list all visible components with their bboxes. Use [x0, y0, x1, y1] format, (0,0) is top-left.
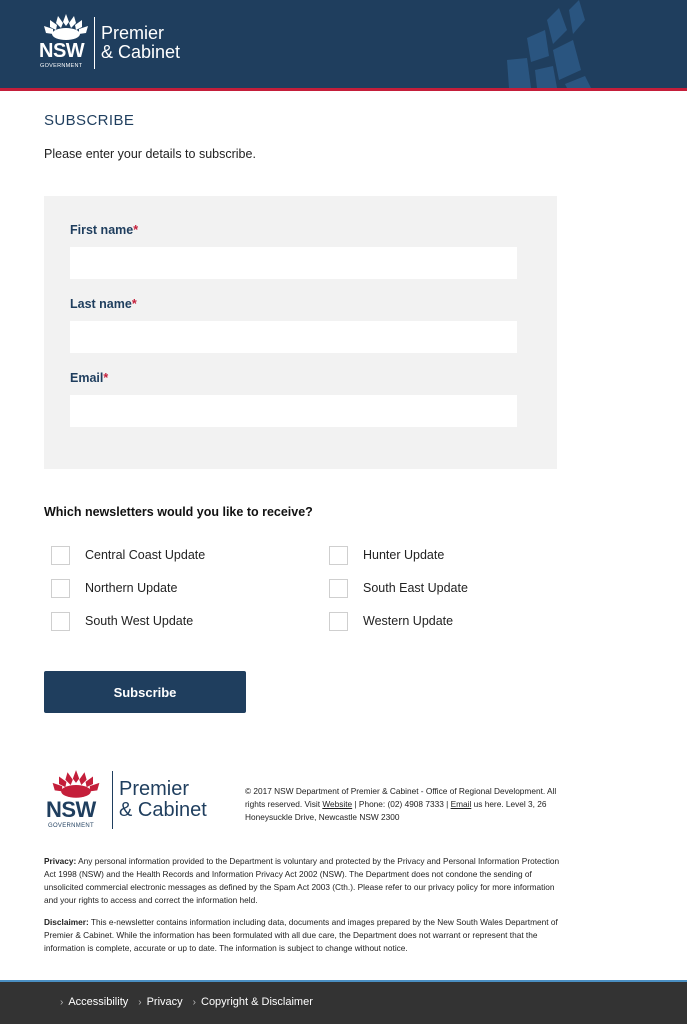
checkbox[interactable]	[51, 612, 70, 631]
newsletter-option-label: Central Coast Update	[85, 548, 206, 562]
newsletter-option-northern[interactable]	[51, 578, 177, 598]
copyright-text	[245, 785, 575, 824]
logo-wordmark	[101, 24, 180, 62]
checkbox[interactable]	[329, 546, 348, 565]
privacy-label: Privacy:	[44, 856, 77, 866]
newsletter-option-south-west[interactable]	[51, 611, 193, 631]
email-label	[70, 371, 108, 385]
newsletter-option-hunter[interactable]	[329, 545, 444, 565]
subscribe-form-panel	[44, 196, 557, 469]
footer-logo[interactable]	[46, 767, 207, 833]
footer-links	[60, 996, 313, 1008]
waratah-decoration-icon	[487, 0, 597, 88]
copyright-pre: © 2017 NSW Department of Premier & Cabinet - Office of Regional Development. All rights reserved. Visit	[245, 786, 557, 809]
checkbox[interactable]	[329, 612, 348, 631]
accessibility-link[interactable]	[60, 996, 128, 1008]
privacy-link[interactable]	[138, 996, 182, 1008]
required-marker: *	[133, 223, 139, 237]
logo-line-2: & Cabinet	[101, 42, 181, 62]
chevron-right-icon: ›	[60, 996, 64, 1008]
privacy-statement	[44, 855, 564, 907]
email-input[interactable]	[70, 395, 517, 427]
chevron-right-icon: ›	[138, 996, 142, 1008]
newsletter-option-label: Hunter Update	[363, 548, 445, 562]
last-name-label-text: Last name	[70, 297, 132, 311]
last-name-input[interactable]	[70, 321, 517, 353]
first-name-label	[70, 223, 138, 237]
waratah-icon	[38, 12, 94, 74]
logo-line-1: Premier	[119, 778, 190, 800]
logo-nsw-text: NSW	[46, 797, 96, 822]
last-name-label	[70, 297, 137, 311]
privacy-link-label: Privacy	[146, 996, 183, 1008]
checkbox[interactable]	[51, 579, 70, 598]
first-name-input[interactable]	[70, 247, 517, 279]
newsletter-option-south-east[interactable]	[329, 578, 468, 598]
header-accent-line	[0, 88, 687, 91]
logo-line-2: & Cabinet	[119, 799, 207, 821]
waratah-icon	[46, 768, 106, 832]
required-marker: *	[131, 297, 137, 311]
intro-text: Please enter your details to subscribe.	[44, 147, 256, 161]
site-header	[0, 0, 687, 88]
copyright-mid: | Phone: (02) 4908 7333 |	[352, 799, 451, 809]
newsletter-option-label: South East Update	[363, 581, 468, 595]
newsletter-option-western[interactable]	[329, 611, 453, 631]
checkbox[interactable]	[329, 579, 348, 598]
newsletter-option-label: Western Update	[363, 614, 454, 628]
logo-divider	[112, 771, 113, 829]
logo-government-text: GOVERNMENT	[40, 63, 83, 69]
email-label-text: Email	[70, 371, 104, 385]
privacy-text: Any personal information provided to the Department is voluntary and protected by the Privacy and Personal Information Protection Act 1998 (NSW) and the Health Records and Information Privacy Act 2002 (NSW). The Department does not condone the sending of unsolicited commercial electronic messages as defined by the Spam Act 2003 (Cth.). Please refer to our privacy policy for more information and your rights to access and correct the information held.	[44, 856, 560, 905]
newsletter-option-label: Northern Update	[85, 581, 178, 595]
disclaimer-statement	[44, 916, 564, 955]
nsw-premier-cabinet-logo[interactable]	[38, 12, 180, 74]
copyright-post: us here. Level 3, 26 Honeysuckle Drive, Newcastle NSW 2300	[245, 799, 547, 822]
copyright-disclaimer-link-label: Copyright & Disclaimer	[201, 996, 313, 1008]
logo-nsw-text: NSW	[39, 40, 85, 62]
disclaimer-label: Disclaimer:	[44, 917, 89, 927]
accessibility-link-label: Accessibility	[68, 996, 129, 1008]
first-name-label-text: First name	[70, 223, 134, 237]
required-marker: *	[103, 371, 109, 385]
website-link[interactable]: Website	[322, 799, 353, 809]
logo-wordmark	[119, 779, 207, 821]
checkbox[interactable]	[51, 546, 70, 565]
email-link[interactable]: Email	[450, 799, 472, 809]
logo-line-1: Premier	[101, 23, 165, 43]
newsletter-option-central-coast[interactable]	[51, 545, 205, 565]
newsletter-option-label: South West Update	[85, 614, 194, 628]
newsletter-question: Which newsletters would you like to receive?	[44, 505, 313, 519]
copyright-disclaimer-link[interactable]	[193, 996, 313, 1008]
footer-nav-bar	[0, 980, 687, 1024]
subscribe-button[interactable]: Subscribe	[44, 671, 246, 713]
chevron-right-icon: ›	[192, 996, 196, 1008]
page-title: SUBSCRIBE	[44, 112, 135, 129]
logo-divider	[94, 17, 95, 69]
disclaimer-text: This e-newsletter contains information including data, documents and images prepared by the New South Wales Department of Premier & Cabinet. While the information has been formulated with all due care, the Department does not warrant or represent that the information is complete, accurate or up to date. The information is subject to change without notice.	[44, 917, 558, 953]
logo-government-text: GOVERNMENT	[48, 823, 95, 829]
